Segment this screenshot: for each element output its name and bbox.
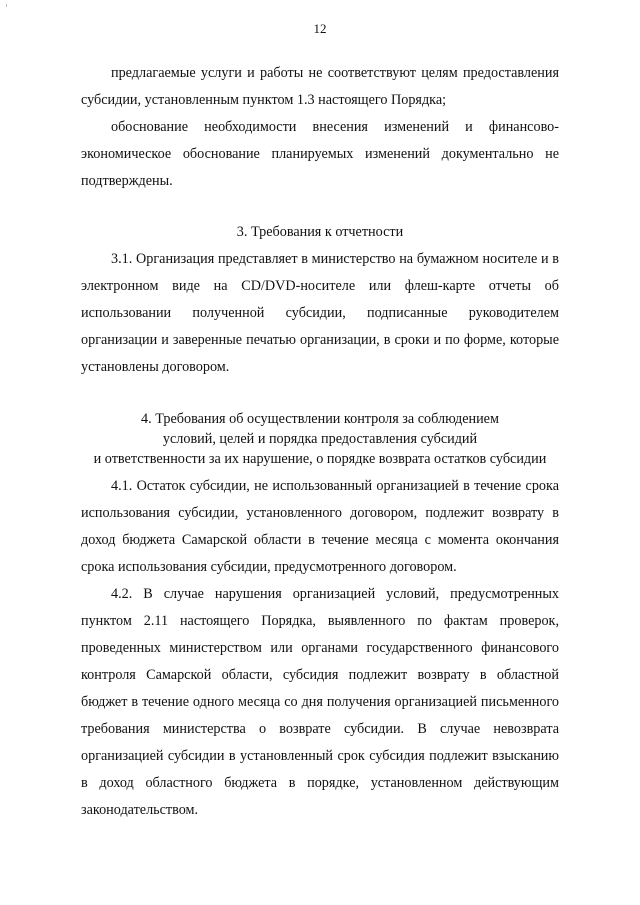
section-4-body (81, 473, 559, 824)
section-3-body (81, 246, 559, 381)
section-4-heading (60, 409, 580, 469)
paragraph-4-1: 4.1. Остаток субсидии, не использованный организацией в течение срока использования субсидии, установленного договором, подлежит возврату в доход бюджета Самарской области в течение месяца с момента окончания срока использования субсидии, предусмотренного договором. (81, 478, 559, 575)
paragraph-justification: обоснование необходимости внесения изменений и финансово-экономическое обоснование планируемых изменений документально не подтверждены. (81, 119, 559, 189)
paragraph-3-1: 3.1. Организация представляет в министерство на бумажном носителе и в электронном виде на CD/DVD-носителе или флеш-карте отчеты об использовании полученной субсидии, подписанные руководителем организации и заверенные печатью организации, в сроки и по форме, которые установлены договором. (81, 251, 559, 375)
section-4-title-line-1: 4. Требования об осуществлении контроля за соблюдением (141, 411, 499, 427)
scan-mark (6, 4, 7, 7)
section-3-heading (60, 224, 580, 241)
section-3-title: 3. Требования к отчетности (236, 224, 404, 240)
section-4-title-line-2: условий, целей и порядка предоставления субсидий (162, 431, 478, 447)
page-number: 12 (313, 21, 327, 36)
section-4-title-line-3: и ответственности за их нарушение, о порядке возврата остатков субсидии (93, 451, 547, 467)
paragraph-services: предлагаемые услуги и работы не соответствуют целям предоставления субсидии, установленным пунктом 1.3 настоящего Порядка; (81, 65, 559, 108)
paragraph-4-2: 4.2. В случае нарушения организацией условий, предусмотренных пунктом 2.11 настоящего Порядка, выявленного по фактам проверок, проведенных министерством или органами государственного финансового контроля Самарской области, субсидия подлежит возврату в областной бюджет в течение одного месяца со дня получения организацией письменного требования министерства о возврате субсидии. В случае невозврата организацией субсидии в установленный срок субсидия подлежит взысканию в доход областного бюджета в порядке, установленном действующим законодательством. (81, 586, 559, 818)
top-text-block (81, 60, 559, 195)
